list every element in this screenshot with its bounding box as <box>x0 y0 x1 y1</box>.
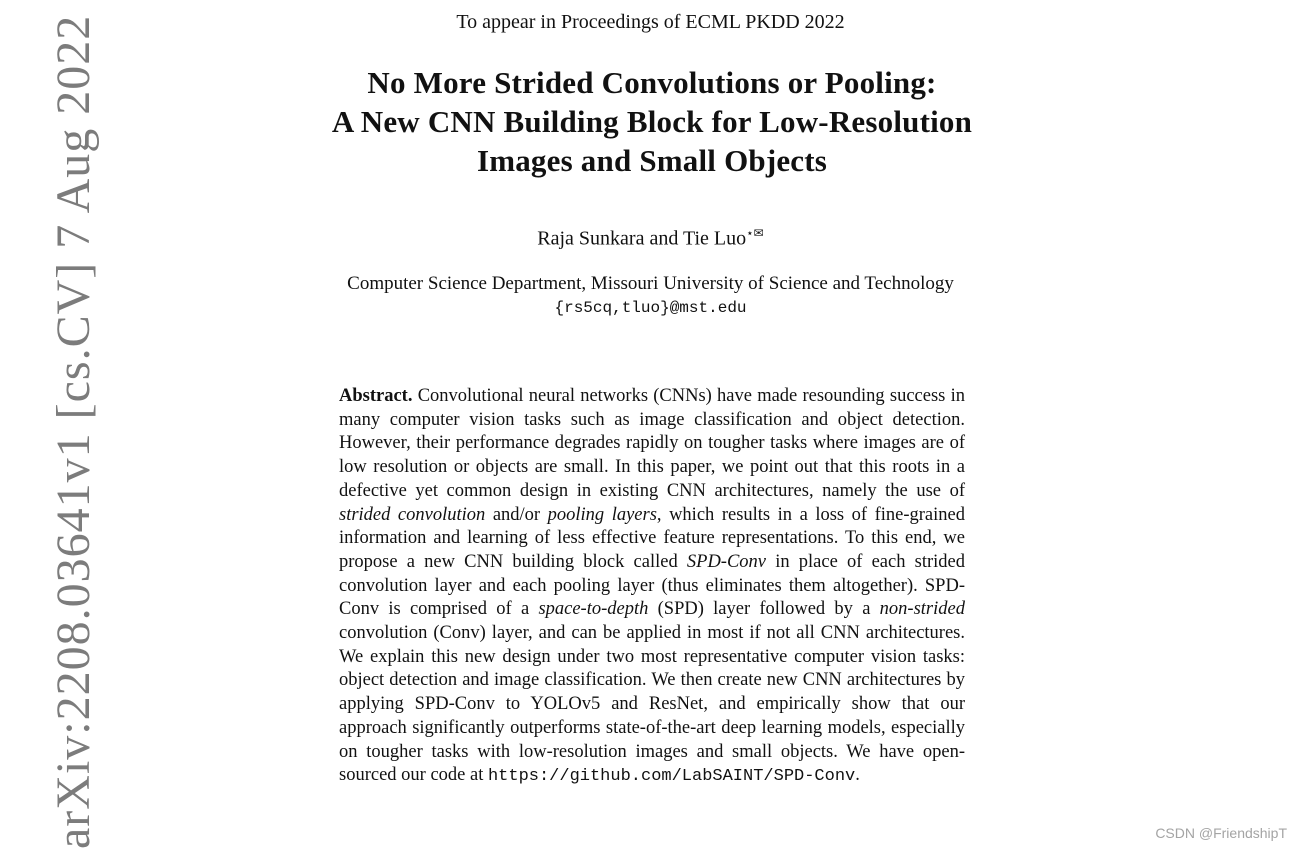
abstract-text: convolution (Conv) layer, and can be applied in most if not all CNN architectures. We explain this new design under two most representative computer vision tasks: object detection and image classification. We then create new CNN architectures by applying SPD-Conv to YOLOv5 and ResNet, and empirically show that our approach significantly outperforms state-of-the-art deep learning models, especially on tougher tasks with low-resolution images and small objects. We have open-sourced our code at <box>339 623 965 786</box>
abstract-text: Convolutional neural networks (CNNs) have made resounding success in many computer vision tasks such as image classification and object detection. However, their performance degrades rapidly on tougher tasks where images are of low resolution or objects are small. In this paper, we point out that this roots in a defective yet common design in existing CNN architectures, namely the use of <box>339 386 965 501</box>
abstract-emphasis: strided convolution <box>339 504 486 525</box>
csdn-watermark: CSDN @FriendshipT <box>1155 825 1287 841</box>
venue-header: To appear in Proceedings of ECML PKDD 2022 <box>456 11 845 33</box>
abstract-text: and/or <box>485 504 548 525</box>
title-line: Images and Small Objects <box>476 143 828 178</box>
author-affiliation: Computer Science Department, Missouri University of Science and Technology <box>347 273 954 294</box>
abstract-text: in place of each strided convolution layer and each pooling layer (thus eliminates them altogether). SPD-Conv is comprised of a <box>339 551 965 620</box>
author-email[interactable]: {rs5cq,tluo}@mst.edu <box>554 299 747 317</box>
abstract-emphasis: space-to-depth <box>538 599 649 620</box>
corresponding-author-mark: ⋆✉ <box>746 226 764 240</box>
abstract-text: , which results in a loss of fine-grained information and learning of less effective feature representations. To this end, we propose a new CNN building block called <box>339 504 965 572</box>
title-line: A New CNN Building Block for Low-Resolution <box>331 104 973 139</box>
abstract <box>339 385 965 789</box>
abstract-emphasis: pooling layers <box>547 504 657 525</box>
abstract-text: (SPD) layer followed by a <box>648 599 880 620</box>
abstract-text: . <box>855 765 860 786</box>
paper-title <box>230 63 1074 180</box>
author-list <box>0 226 1301 251</box>
author-names: Raja Sunkara and Tie Luo <box>537 227 747 250</box>
abstract-emphasis: non-strided <box>879 599 965 620</box>
abstract-emphasis: SPD-Conv <box>686 551 767 572</box>
arxiv-identifier-stamp: arXiv:2208.03641v1 [cs.CV] 7 Aug 2022 <box>47 14 100 849</box>
title-line: No More Strided Convolutions or Pooling: <box>367 65 937 100</box>
abstract-label: Abstract. <box>339 386 413 406</box>
code-repository-link[interactable]: https://github.com/LabSAINT/SPD-Conv <box>487 767 856 787</box>
